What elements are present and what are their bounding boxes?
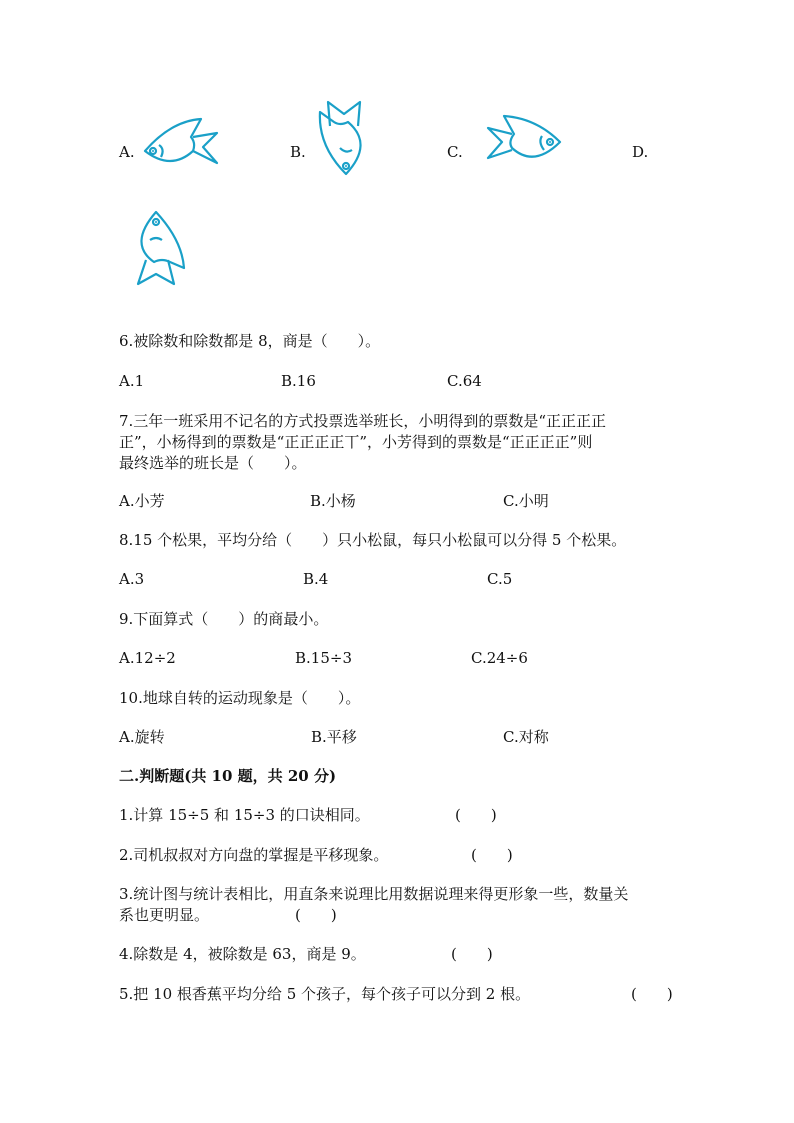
section-2-heading: 二.判断题(共 10 题，共 20 分) <box>119 767 337 785</box>
judgment-1-text: 1.计算 15÷5 和 15÷3 的口诀相同。 <box>119 806 370 824</box>
option-a-label: A. <box>119 143 135 161</box>
fish-facing-down-icon <box>316 100 376 176</box>
judgment-4-answer-paren[interactable]: ( ) <box>451 945 493 963</box>
question-7-stem-line-2: 正”，小杨得到的票数是“正正正正丅”，小芳得到的票数是“正正正正”则 <box>119 433 593 451</box>
judgment-2-text: 2.司机叔叔对方向盘的掌握是平移现象。 <box>119 846 389 864</box>
question-8-option-a: A.3 <box>119 570 145 588</box>
question-7-option-c: C.小明 <box>503 492 549 510</box>
question-9-stem: 9.下面算式（ ）的商最小。 <box>119 610 329 628</box>
question-10-option-c: C.对称 <box>503 728 549 746</box>
judgment-3-text-line-2: 系也更明显。 <box>119 906 210 924</box>
question-9-option-b: B.15÷3 <box>295 649 352 667</box>
judgment-2-answer-paren[interactable]: ( ) <box>471 846 513 864</box>
question-8-stem: 8.15 个松果，平均分给（ ）只小松鼠，每只小松鼠可以分得 5 个松果。 <box>119 531 627 549</box>
judgment-4-text: 4.除数是 4，被除数是 63，商是 9。 <box>119 945 366 963</box>
judgment-3-answer-paren[interactable]: ( ) <box>295 906 337 924</box>
question-10-stem: 10.地球自转的运动现象是（ ）。 <box>119 689 361 707</box>
judgment-5-text: 5.把 10 根香蕉平均分给 5 个孩子，每个孩子可以分到 2 根。 <box>119 985 531 1003</box>
question-7-stem-line-1: 7.三年一班采用不记名的方式投票选举班长，小明得到的票数是“正正正正 <box>119 412 606 430</box>
question-8-option-b: B.4 <box>303 570 329 588</box>
question-6-option-c: C.64 <box>447 372 482 390</box>
question-9-option-a: A.12÷2 <box>119 649 176 667</box>
question-6-stem: 6.被除数和除数都是 8，商是（ ）。 <box>119 332 381 350</box>
fish-facing-right-icon <box>484 114 564 170</box>
question-6-option-a: A.1 <box>119 372 145 390</box>
question-9-option-c: C.24÷6 <box>471 649 528 667</box>
judgment-3-text-line-1: 3.统计图与统计表相比，用直条来说理比用数据说理来得更形象一些，数量关 <box>119 885 629 903</box>
fish-facing-left-icon <box>141 117 221 173</box>
question-7-option-a: A.小芳 <box>119 492 165 510</box>
question-10-option-a: A.旋转 <box>119 728 165 746</box>
option-b-label: B. <box>290 143 306 161</box>
question-8-option-c: C.5 <box>487 570 513 588</box>
judgment-5-answer-paren[interactable]: ( ) <box>631 985 673 1003</box>
question-6-option-b: B.16 <box>281 372 316 390</box>
question-10-option-b: B.平移 <box>311 728 357 746</box>
judgment-1-answer-paren[interactable]: ( ) <box>455 806 497 824</box>
question-7-option-b: B.小杨 <box>310 492 356 510</box>
option-d-label: D. <box>632 143 649 161</box>
fish-facing-up-icon <box>128 210 188 286</box>
option-c-label: C. <box>447 143 463 161</box>
question-7-stem-line-3: 最终选举的班长是（ ）。 <box>119 454 307 472</box>
